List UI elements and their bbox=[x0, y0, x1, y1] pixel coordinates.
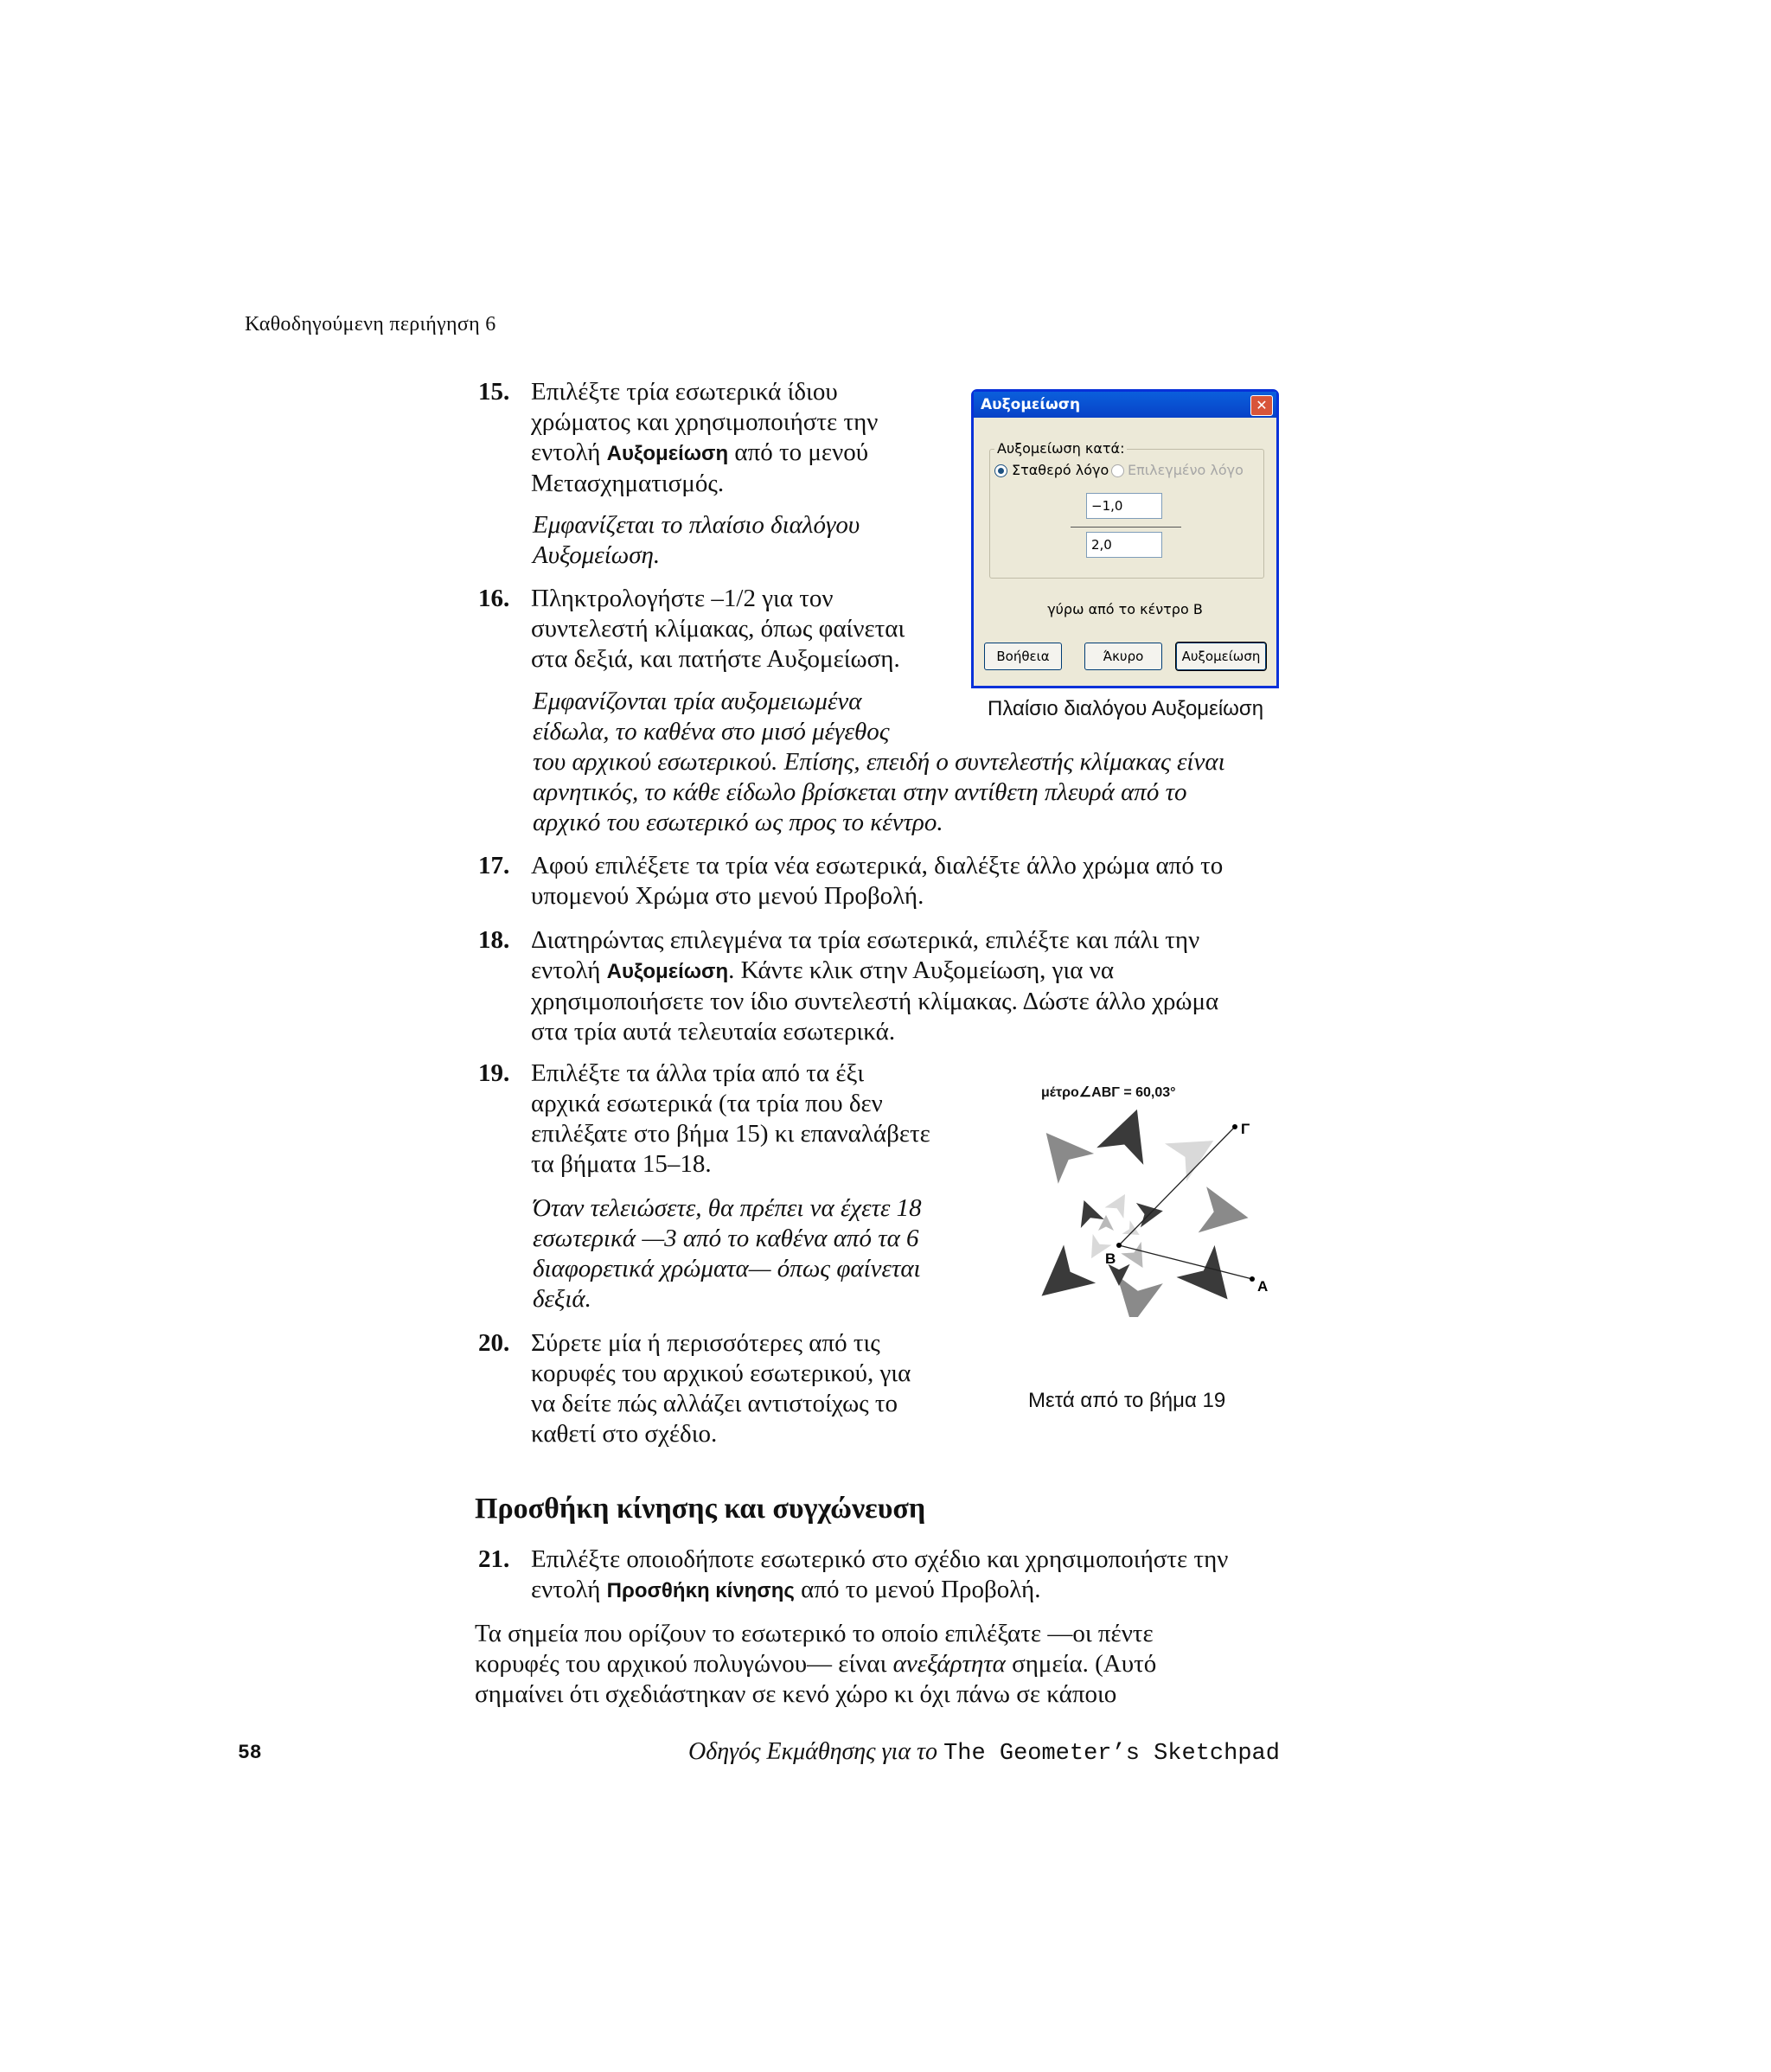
step-line: υπομενού Χρώμα στο μενού Προβολή. bbox=[531, 882, 924, 910]
pattern-figure bbox=[989, 1084, 1283, 1317]
point-a[interactable] bbox=[1250, 1276, 1255, 1282]
step-line bbox=[531, 438, 878, 469]
command-name: Αυξομείωση bbox=[606, 960, 729, 983]
fixed-ratio-radio[interactable] bbox=[994, 464, 1007, 477]
dialog-title: Αυξομείωση bbox=[974, 392, 1276, 418]
note-line: Εμφανίζονται τρία αυξομειωμένα bbox=[533, 687, 862, 715]
label-a: Α bbox=[1257, 1278, 1269, 1295]
point-b[interactable] bbox=[1116, 1243, 1122, 1248]
point-g[interactable] bbox=[1232, 1124, 1237, 1129]
fraction-bar bbox=[1071, 527, 1181, 528]
step-text: εντολή bbox=[531, 1576, 607, 1603]
step-line: επιλέξατε στο βήμα 15) κι επαναλάβετε bbox=[531, 1120, 930, 1148]
step-line: τα βήματα 15–18. bbox=[531, 1150, 712, 1178]
step-line: Επιλέξτε τα άλλα τρία από τα έξι bbox=[531, 1059, 865, 1087]
pattern-polygon[interactable] bbox=[1199, 1186, 1249, 1232]
step-line: αρχικά εσωτερικά (τα τρία που δεν bbox=[531, 1090, 883, 1117]
note-line: Αυξομείωση. bbox=[533, 541, 661, 569]
fixed-ratio-label: Σταθερό λόγο bbox=[1012, 462, 1109, 478]
step-text: εντολή bbox=[531, 956, 607, 984]
step-line: Πληκτρολογήστε –1/2 για τον bbox=[531, 585, 834, 612]
pattern-drawing bbox=[989, 1084, 1283, 1317]
paragraph-text: κορυφές του αρχικού πολυγώνου— είναι bbox=[475, 1650, 893, 1678]
step-line: καθετί στο σχέδιο. bbox=[531, 1420, 718, 1448]
command-name: Προσθήκη κίνησης bbox=[606, 1579, 795, 1602]
footer-title: Οδηγός Εκμάθησης για το bbox=[688, 1738, 944, 1765]
step-line: στα δεξιά, και πατήστε Αυξομείωση. bbox=[531, 645, 900, 673]
running-head: Καθοδηγούμενη περιήγηση 6 bbox=[245, 313, 496, 336]
figure-caption: Μετά από το βήμα 19 bbox=[1028, 1389, 1226, 1412]
paragraph-text: σημεία. (Αυτό bbox=[1005, 1650, 1157, 1678]
step-number: 16. bbox=[478, 585, 510, 612]
step-17 bbox=[478, 851, 1224, 911]
pattern-polygon[interactable] bbox=[1042, 1245, 1096, 1296]
label-g: Γ bbox=[1241, 1121, 1250, 1137]
pattern-polygon[interactable] bbox=[1046, 1133, 1094, 1184]
note-line: Εμφανίζεται το πλαίσιο διαλόγου bbox=[533, 511, 860, 539]
step-number: 19. bbox=[478, 1059, 510, 1087]
pattern-polygon[interactable] bbox=[1096, 1110, 1143, 1165]
note-line: διαφορετικά χρώματα— όπως φαίνεται bbox=[533, 1255, 921, 1282]
step-text: από το μενού bbox=[728, 438, 869, 466]
step-20 bbox=[478, 1328, 911, 1449]
emphasis-text: ανεξάρτητα bbox=[892, 1650, 1006, 1678]
step-15-note bbox=[533, 510, 860, 571]
paragraph-line: Τα σημεία που ορίζουν το εσωτερικό το οποίο επιλέξατε —οι πέντε bbox=[475, 1620, 1154, 1647]
note-line: του αρχικού εσωτερικού. Επίσης, επειδή ο συντελεστής κλίμακας είναι bbox=[533, 748, 1225, 776]
step-19-note bbox=[533, 1193, 922, 1314]
center-text: γύρω από το κέντρο B bbox=[1047, 601, 1203, 617]
group-label: Αυξομείωση κατά: bbox=[994, 440, 1127, 457]
help-button[interactable]: Βοήθεια bbox=[984, 643, 1062, 670]
step-number: 17. bbox=[478, 852, 510, 879]
step-text: εντολή bbox=[531, 438, 607, 466]
step-line: Διατηρώντας επιλεγμένα τα τρία εσωτερικά, επιλέξτε και πάλι την bbox=[531, 926, 1200, 954]
note-line: αρχικό του εσωτερικό ως προς το κέντρο. bbox=[533, 809, 943, 836]
body-paragraph bbox=[475, 1619, 1279, 1710]
pattern-polygon[interactable] bbox=[1105, 1194, 1126, 1218]
pattern-polygon[interactable] bbox=[1117, 1276, 1163, 1317]
step-19 bbox=[478, 1058, 930, 1180]
step-line: συντελεστή κλίμακας, όπως φαίνεται bbox=[531, 615, 905, 643]
step-number: 18. bbox=[478, 926, 510, 954]
step-number: 20. bbox=[478, 1329, 510, 1357]
step-15 bbox=[478, 377, 879, 499]
paragraph-line: σημαίνει ότι σχεδιάστηκαν σε κενό χώρο κι όχι πάνω σε κάποιο bbox=[475, 1680, 1117, 1708]
step-line: χρησιμοποιήσετε τον ίδιο συντελεστή κλίμακας. Δώστε άλλο χρώμα bbox=[531, 988, 1219, 1015]
cancel-button[interactable]: Άκυρο bbox=[1084, 643, 1162, 670]
step-number: 15. bbox=[478, 378, 510, 406]
angle-measure: μέτρο∠ΑΒΓ = 60,03° bbox=[1041, 1085, 1176, 1100]
note-line: Όταν τελειώσετε, θα πρέπει να έχετε 18 bbox=[533, 1194, 922, 1222]
marked-ratio-radio[interactable] bbox=[1111, 464, 1124, 477]
step-line: Επιλέξτε οποιοδήποτε εσωτερικό στο σχέδιο και χρησιμοποιήστε την bbox=[531, 1545, 1229, 1573]
denominator-input[interactable]: 2,0 bbox=[1086, 532, 1162, 558]
command-name: Αυξομείωση bbox=[606, 442, 729, 465]
note-line: αρνητικός, το κάθε είδωλο βρίσκεται στην αντίθετη πλευρά από το bbox=[533, 778, 1187, 806]
step-text: . Κάντε κλικ στην Αυξομείωση, για να bbox=[728, 956, 1115, 984]
step-line: Αφού επιλέξετε τα τρία νέα εσωτερικά, διαλέξτε άλλο χρώμα από το bbox=[531, 852, 1224, 879]
step-16 bbox=[478, 584, 905, 675]
step-18 bbox=[478, 925, 1219, 1047]
pattern-polygon[interactable] bbox=[1177, 1245, 1228, 1300]
dialog-caption: Πλαίσιο διαλόγου Αυξομείωση bbox=[988, 697, 1264, 720]
step-line: να δείτε πώς αλλάζει αντιστοίχως το bbox=[531, 1390, 898, 1417]
step-line: κορυφές του αρχικού εσωτερικού, για bbox=[531, 1359, 911, 1387]
step-number: 21. bbox=[478, 1545, 510, 1573]
label-b: Β bbox=[1105, 1250, 1116, 1267]
dilate-button[interactable]: Αυξομείωση bbox=[1176, 643, 1266, 670]
step-line: στα τρία αυτά τελευταία εσωτερικά. bbox=[531, 1018, 896, 1046]
step-line: Σύρετε μία ή περισσότερες από τις bbox=[531, 1329, 880, 1357]
step-line bbox=[531, 1575, 1228, 1606]
paragraph-line bbox=[475, 1649, 1279, 1679]
pattern-polygon[interactable] bbox=[1165, 1141, 1213, 1181]
marked-ratio-label: Επιλεγμένο λόγο bbox=[1128, 462, 1244, 478]
step-text: από το μενού Προβολή. bbox=[794, 1576, 1041, 1603]
note-line: είδωλα, το καθένα στο μισό μέγεθος bbox=[533, 718, 890, 745]
step-21 bbox=[478, 1544, 1229, 1606]
footer-product: The Geometer’s Sketchpad bbox=[943, 1741, 1280, 1767]
section-heading: Προσθήκη κίνησης και συγχώνευση bbox=[475, 1493, 926, 1525]
running-footer bbox=[688, 1738, 1280, 1767]
step-line: χρώματος και χρησιμοποιήστε την bbox=[531, 408, 879, 436]
step-line bbox=[531, 956, 1218, 987]
pattern-polygon[interactable] bbox=[1121, 1242, 1142, 1268]
page-number: 58 bbox=[238, 1742, 262, 1764]
close-icon[interactable]: ✕ bbox=[1250, 395, 1273, 416]
dilate-dialog bbox=[971, 389, 1279, 688]
note-line: εσωτερικά —3 από το καθένα από τα 6 bbox=[533, 1225, 919, 1252]
pattern-polygon[interactable] bbox=[1081, 1200, 1104, 1228]
step-line: Μετασχηματισμός. bbox=[531, 470, 725, 497]
note-line: δεξιά. bbox=[533, 1285, 591, 1313]
step-line: Επιλέξτε τρία εσωτερικά ίδιου bbox=[531, 378, 838, 406]
numerator-input[interactable]: −1,0 bbox=[1086, 493, 1162, 519]
